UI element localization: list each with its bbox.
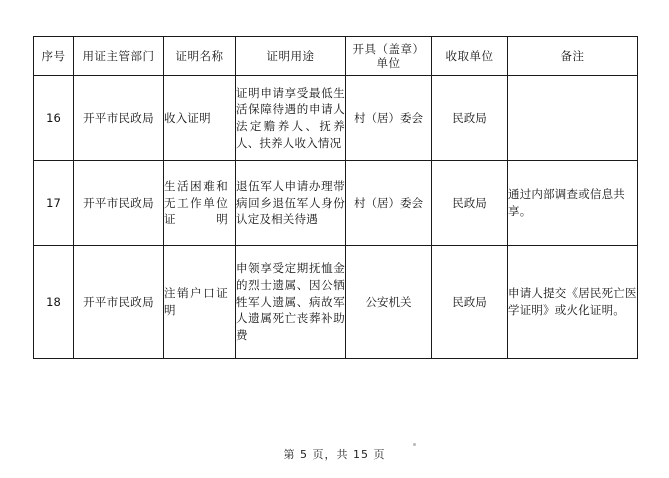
table-row	[34, 246, 638, 359]
header-cell-use: 证明用途	[236, 37, 346, 76]
cell-name: 收入证明	[164, 76, 236, 161]
cell-use: 申领享受定期抚恤金的烈士遗属、因公牺牲军人遗属、病故军人遗属死亡丧葬补助费	[236, 246, 346, 359]
header-cell-name: 证明名称	[164, 37, 236, 76]
table-row	[34, 76, 638, 161]
cell-dept: 开平市民政局	[74, 246, 164, 359]
cell-receiver: 民政局	[432, 246, 508, 359]
cell-name: 注销户口证明	[164, 246, 236, 359]
cell-issuer: 公安机关	[346, 246, 432, 359]
header-cell-receiver: 收取单位	[432, 37, 508, 76]
page-footer: 第 5 页，共 15 页	[283, 448, 386, 461]
header-issuer-line1: 开具（盖章）	[352, 41, 425, 56]
header-issuer-line2: 单位	[376, 56, 401, 70]
cell-issuer: 村（居）委会	[346, 76, 432, 161]
certificate-table	[33, 36, 638, 359]
cell-no: 17	[34, 161, 74, 246]
cell-name: 生活困难和无工作单位证明	[164, 161, 236, 246]
cell-remark: 申请人提交《居民死亡医学证明》或火化证明。	[508, 246, 638, 359]
cell-no: 18	[34, 246, 74, 359]
table-header-row	[34, 37, 638, 76]
cell-dept: 开平市民政局	[74, 161, 164, 246]
cell-no: 16	[34, 76, 74, 161]
cell-receiver: 民政局	[432, 161, 508, 246]
table-row	[34, 161, 638, 246]
cell-remark	[508, 76, 638, 161]
cell-issuer: 村（居）委会	[346, 161, 432, 246]
cell-dept: 开平市民政局	[74, 76, 164, 161]
header-cell-no: 序号	[34, 37, 74, 76]
header-cell-issuer	[346, 37, 432, 76]
cell-receiver: 民政局	[432, 76, 508, 161]
cell-use: 退伍军人申请办理带病回乡退伍军人身份认定及相关待遇	[236, 161, 346, 246]
cell-use: 证明申请享受最低生活保障待遇的申请人法定赡养人、抚养人、扶养人收入情况	[236, 76, 346, 161]
cell-remark: 通过内部调查或信息共享。	[508, 161, 638, 246]
header-cell-remark: 备注	[508, 37, 638, 76]
header-cell-dept: 用证主管部门	[74, 37, 164, 76]
